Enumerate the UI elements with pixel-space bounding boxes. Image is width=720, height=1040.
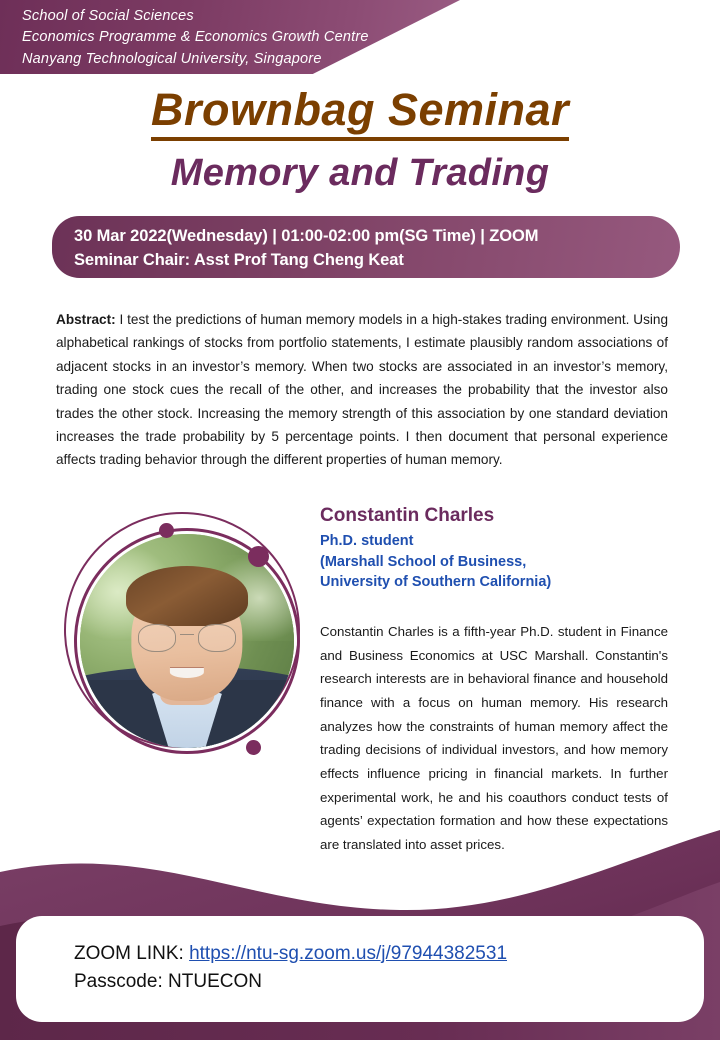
portrait-hair [126, 566, 248, 626]
portrait-glasses-right [198, 624, 236, 652]
speaker-name: Constantin Charles [320, 505, 495, 526]
ring-dot-upper-right [248, 546, 269, 567]
header-line-programme: Economics Programme & Economics Growth Centre [22, 29, 369, 46]
speaker-role: Ph.D. student [320, 533, 414, 549]
speaker-university: University of Southern California) [320, 574, 552, 591]
passcode-value: NTUECON [168, 970, 262, 992]
passcode-label: Passcode: [74, 970, 163, 992]
portrait-glasses-bridge [180, 634, 195, 636]
zoom-link-label: ZOOM LINK: [74, 943, 184, 964]
seminar-details-banner [52, 216, 680, 278]
seminar-datetime: 30 Mar 2022(Wednesday) | 01:00-02:00 pm(SG Time) | ZOOM [74, 227, 539, 245]
speaker-affiliation [320, 531, 551, 593]
portrait-glasses-left [138, 624, 176, 652]
speaker-photo [58, 506, 316, 764]
ring-dot-top [159, 523, 174, 538]
zoom-link-row [74, 940, 704, 968]
institution-header [22, 6, 369, 70]
seminar-topic-title: Memory and Trading [170, 152, 550, 194]
seminar-series-title-text: Brownbag Seminar [151, 84, 569, 141]
zoom-info-card [16, 916, 704, 1022]
header-line-school: School of Social Sciences [22, 8, 194, 24]
abstract-section [56, 308, 668, 472]
abstract-body: I test the predictions of human memory models in a high-stakes trading environment. Using alphabetical rankings of stocks from portfolio statements, I estimate plausibly random associations of adjacent stocks in an investor’s memory. When two stocks are associated in an investor’s memory, trading one stock cues the recall of the other, and increases the probability that the investor also trades the other stock. Increasing the memory strength of this association by one standard deviation increases the trade probability by 5 percentage points. I then document that personal experience affects trading behavior through the different properties of human memory. [56, 312, 669, 468]
header-line-university: Nanyang Technological University, Singapore [22, 50, 322, 67]
speaker-biography: Constantin Charles is a fifth-year Ph.D. student in Finance and Business Economics at USC Marshall. Constantin's research interests are in behavioral finance and household finance with a focus on human memory. His research analyzes how the constraints of human memory affect the trading decisions of individual investors, and how memory effects influence pricing in financial markets. In further experimental work, he and his coauthors conduct tests of agents’ expectation formation and how these expectations are translated into asset prices. [320, 624, 668, 852]
zoom-link-url[interactable]: https://ntu-sg.zoom.us/j/97944382531 [189, 943, 508, 964]
passcode-row [74, 968, 704, 996]
abstract-label: Abstract: [56, 312, 116, 327]
portrait-smile [170, 667, 204, 679]
speaker-school: (Marshall School of Business, [320, 553, 527, 570]
seminar-series-title [0, 84, 720, 136]
seminar-chair: Seminar Chair: Asst Prof Tang Cheng Keat [74, 250, 404, 269]
ring-dot-bottom-right [246, 740, 261, 755]
